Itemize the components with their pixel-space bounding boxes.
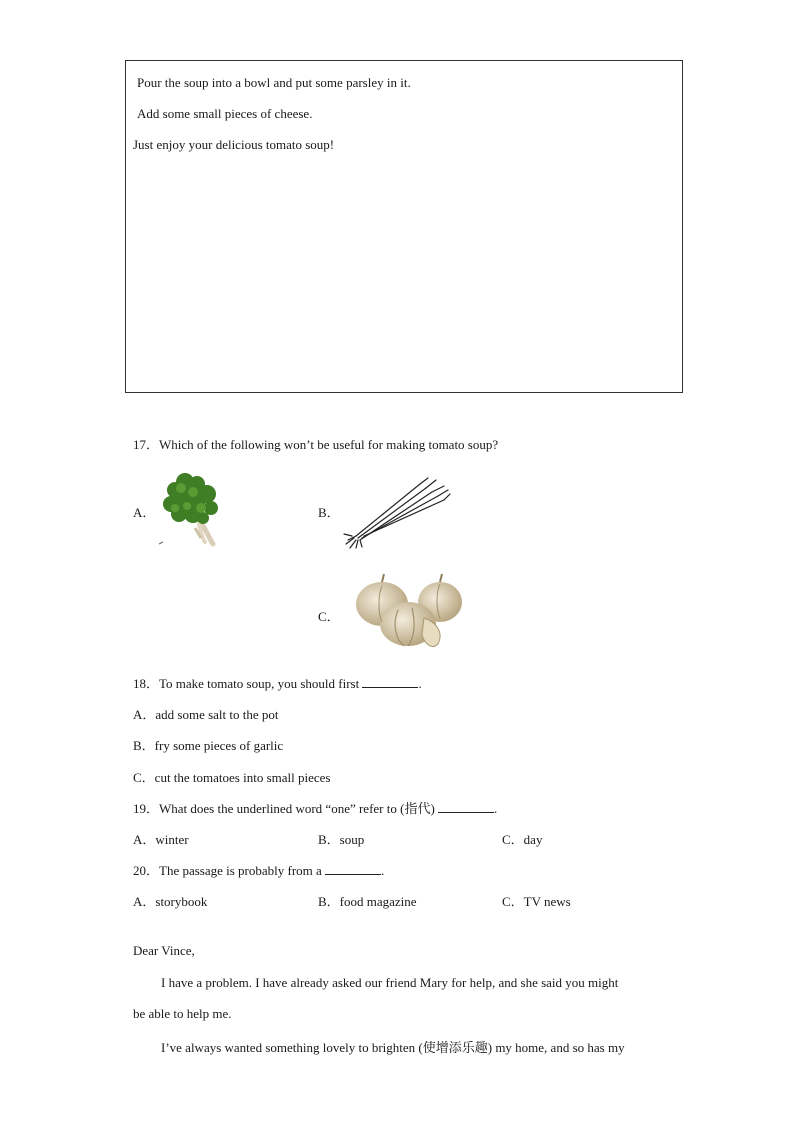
- question-18-option-a[interactable]: A．add some salt to the pot: [133, 707, 279, 722]
- letter-salutation: Dear Vince,: [133, 943, 195, 958]
- question-20-option-c[interactable]: C．TV news: [502, 894, 571, 909]
- question-17-option-a-label[interactable]: A．: [133, 505, 156, 520]
- question-17-stem: 17．Which of the following won’t be useful for making tomato soup?: [133, 437, 499, 452]
- recipe-line-2: Add some small pieces of cheese.: [137, 106, 313, 121]
- question-19-option-b[interactable]: B．soup: [318, 832, 365, 847]
- question-18-option-c[interactable]: C．cut the tomatoes into small pieces: [133, 770, 331, 785]
- question-19-option-c[interactable]: C．day: [502, 832, 543, 847]
- letter-paragraph-1-line-2: be able to help me.: [133, 1006, 232, 1021]
- letter-paragraph-1-line-1: I have a problem. I have already asked our friend Mary for help, and she said you might: [161, 975, 619, 990]
- recipe-box: [125, 60, 683, 393]
- answer-blank[interactable]: [438, 801, 494, 813]
- question-18-option-b[interactable]: B．fry some pieces of garlic: [133, 738, 284, 753]
- question-20-stem: 20．The passage is probably from a .: [133, 863, 385, 878]
- parsley-image[interactable]: [155, 468, 227, 548]
- question-20-option-a[interactable]: A．storybook: [133, 894, 208, 909]
- question-19-stem: 19．What does the underlined word “one” refer to (指代) .: [133, 801, 498, 816]
- answer-blank[interactable]: [325, 863, 381, 875]
- garlic-image[interactable]: [352, 574, 466, 650]
- answer-blank[interactable]: [362, 676, 418, 688]
- question-20-option-b[interactable]: B．food magazine: [318, 894, 417, 909]
- recipe-line-3: Just enjoy your delicious tomato soup!: [133, 137, 335, 152]
- question-18-stem: 18．To make tomato soup, you should first .: [133, 676, 422, 691]
- question-17-option-b-label[interactable]: B．: [318, 505, 340, 520]
- spring-onion-image[interactable]: [340, 470, 452, 550]
- question-17-option-c-label[interactable]: C．: [318, 609, 340, 624]
- letter-paragraph-2-line-1: I’ve always wanted something lovely to brighten (使增添乐趣) my home, and so has my: [161, 1040, 625, 1055]
- question-19-option-a[interactable]: A．winter: [133, 832, 189, 847]
- recipe-line-1: Pour the soup into a bowl and put some parsley in it.: [137, 75, 411, 90]
